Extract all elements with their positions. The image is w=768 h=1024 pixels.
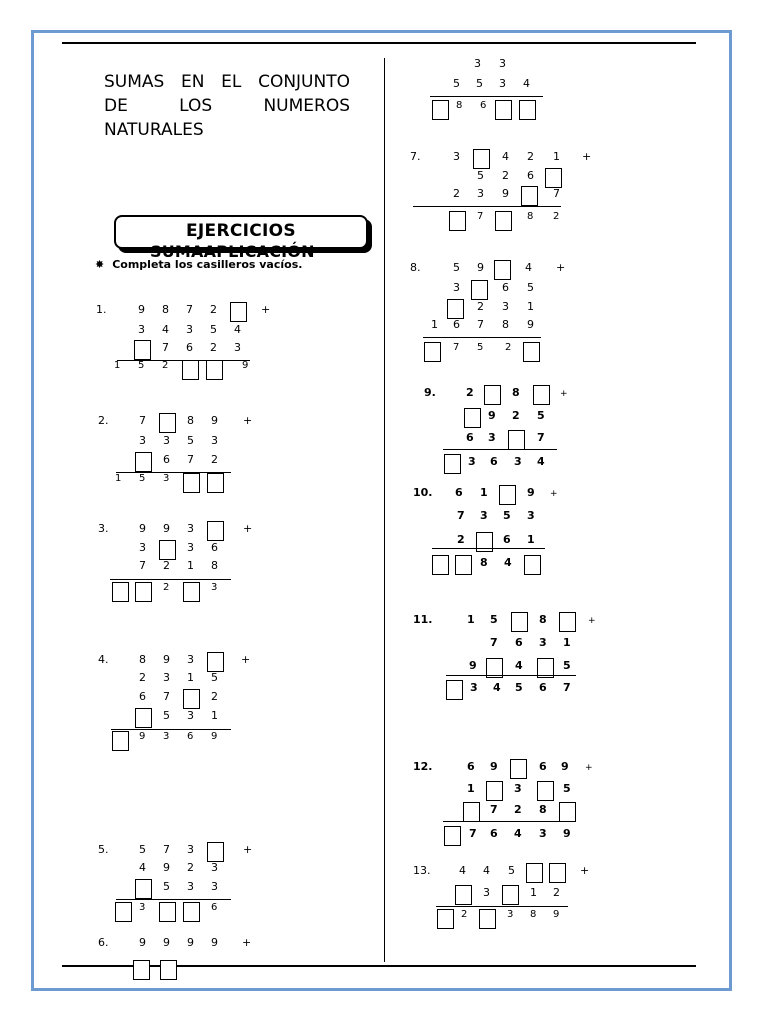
digit: 7	[186, 303, 193, 316]
answer-box[interactable]	[230, 302, 247, 322]
answer-box[interactable]	[508, 430, 525, 450]
digit: 2	[210, 341, 217, 354]
exercise-number: 3.	[98, 522, 109, 535]
digit: 5	[563, 782, 571, 795]
digit: 8	[139, 653, 146, 666]
digit: 2	[512, 409, 520, 422]
digit: 7	[469, 827, 477, 840]
digit: 6	[455, 486, 463, 499]
exercise-number: 11.	[413, 613, 433, 626]
digit: 2	[457, 533, 465, 546]
digit: 8	[539, 613, 547, 626]
digit: 3	[187, 541, 194, 554]
digit: 1	[563, 636, 571, 649]
digit: 4	[162, 323, 169, 336]
digit: 8	[456, 100, 463, 111]
digit: 9	[139, 731, 146, 742]
digit: 8	[530, 909, 537, 920]
digit: 6	[467, 760, 475, 773]
digit: 5	[163, 709, 170, 722]
digit: 1	[431, 318, 438, 331]
digit: 3	[163, 731, 170, 742]
sum-line	[436, 906, 568, 907]
digit: 3	[468, 455, 476, 468]
answer-box[interactable]	[479, 909, 496, 929]
answer-box[interactable]	[526, 863, 543, 883]
plus-sign: +	[243, 843, 253, 856]
digit: 4	[525, 261, 532, 274]
digit: 3	[488, 431, 496, 444]
exercise-number: 9.	[424, 386, 436, 399]
digit: 7	[477, 318, 484, 331]
answer-box[interactable]	[135, 582, 152, 602]
digit: 5	[453, 261, 460, 274]
answer-box[interactable]	[499, 485, 516, 505]
digit: 6	[211, 902, 218, 913]
digit: 5	[139, 473, 146, 484]
digit: 1	[467, 782, 475, 795]
digit: 6	[211, 541, 218, 554]
answer-box[interactable]	[133, 960, 150, 980]
digit: 9	[488, 409, 496, 422]
exercise-number: 13.	[413, 864, 431, 877]
digit: 6	[527, 169, 534, 182]
digit: 5	[139, 843, 146, 856]
answer-box[interactable]	[112, 731, 129, 751]
digit: 3	[139, 434, 146, 447]
digit: 4	[502, 150, 509, 163]
sum-line	[432, 548, 545, 549]
digit: 5	[187, 434, 194, 447]
digit: 3	[499, 57, 506, 70]
digit: 3	[483, 886, 490, 899]
digit: 9	[502, 187, 509, 200]
digit: 7	[490, 636, 498, 649]
page-title	[104, 70, 350, 142]
digit: 4	[514, 827, 522, 840]
digit: 7	[139, 414, 146, 427]
plus-sign: +	[242, 936, 252, 949]
digit: 8	[211, 559, 218, 572]
digit: 6	[187, 731, 194, 742]
column-divider	[384, 58, 385, 962]
digit: 3	[187, 653, 194, 666]
digit: 4	[493, 681, 501, 694]
answer-box[interactable]	[432, 100, 449, 120]
digit: 6	[515, 636, 523, 649]
digit: 9	[139, 936, 146, 949]
answer-box[interactable]	[135, 708, 152, 728]
answer-box[interactable]	[471, 280, 488, 300]
answer-box[interactable]	[463, 802, 480, 822]
digit: 5	[563, 659, 571, 672]
plus-sign: +	[585, 763, 593, 773]
answer-box[interactable]	[115, 902, 132, 922]
digit: 6	[539, 681, 547, 694]
digit: 3	[507, 909, 514, 920]
digit: 7	[453, 342, 460, 353]
digit: 3	[187, 843, 194, 856]
digit: 3	[474, 57, 481, 70]
exercise-number: 10.	[413, 486, 433, 499]
digit: 4	[504, 556, 512, 569]
digit: 2	[461, 909, 468, 920]
digit: 5	[515, 681, 523, 694]
answer-box[interactable]	[112, 582, 129, 602]
digit: 7	[490, 803, 498, 816]
plus-sign: +	[243, 522, 253, 535]
digit: 5	[477, 169, 484, 182]
answer-box[interactable]	[455, 555, 472, 575]
digit: 2	[187, 861, 194, 874]
digit: 8	[187, 414, 194, 427]
answer-box[interactable]	[207, 652, 224, 672]
sum-line	[413, 206, 561, 207]
digit: 9	[563, 827, 571, 840]
answer-box[interactable]	[510, 759, 527, 779]
instruction	[95, 258, 302, 271]
digit: 6	[186, 341, 193, 354]
digit: 5	[477, 342, 484, 353]
digit: 4	[139, 861, 146, 874]
digit: 1	[187, 671, 194, 684]
digit: 2	[211, 690, 218, 703]
digit: 4	[234, 323, 241, 336]
digit: 7	[563, 681, 571, 694]
digit: 9	[527, 486, 535, 499]
exercise-number: 6.	[98, 936, 109, 949]
digit: 1	[527, 300, 534, 313]
digit: 1	[530, 886, 537, 899]
digit: 8	[480, 556, 488, 569]
sum-line	[423, 337, 541, 338]
digit: 3	[470, 681, 478, 694]
answer-box[interactable]	[207, 521, 224, 541]
answer-box[interactable]	[159, 902, 176, 922]
digit: 9	[469, 659, 477, 672]
answer-box[interactable]	[444, 454, 461, 474]
plus-sign: +	[550, 489, 558, 499]
digit: 6	[453, 318, 460, 331]
answer-box[interactable]	[511, 612, 528, 632]
digit: 6	[163, 453, 170, 466]
digit: 7	[162, 341, 169, 354]
digit: 2	[466, 386, 474, 399]
answer-box[interactable]	[182, 360, 199, 380]
digit: 9	[211, 731, 218, 742]
digit: 9	[187, 936, 194, 949]
digit: 9	[163, 861, 170, 874]
digit: 6	[490, 455, 498, 468]
digit: 3	[480, 509, 488, 522]
answer-box[interactable]	[537, 781, 554, 801]
digit: 6	[480, 100, 487, 111]
digit: 3	[138, 323, 145, 336]
digit: 9	[211, 414, 218, 427]
digit: 4	[523, 77, 530, 90]
answer-box[interactable]	[559, 802, 576, 822]
top-rule	[62, 42, 696, 44]
answer-box[interactable]	[183, 582, 200, 602]
digit: 3	[187, 709, 194, 722]
answer-box[interactable]	[159, 540, 176, 560]
digit: 4	[515, 659, 523, 672]
digit: 4	[483, 864, 490, 877]
answer-box[interactable]	[484, 385, 501, 405]
digit: 3	[453, 150, 460, 163]
digit: 8	[539, 803, 547, 816]
digit: 1	[211, 709, 218, 722]
digit: 2	[162, 360, 169, 371]
digit: 5	[138, 360, 145, 371]
digit: 8	[527, 211, 534, 222]
digit: 7	[477, 211, 484, 222]
digit: 5	[211, 671, 218, 684]
digit: 5	[503, 509, 511, 522]
answer-box[interactable]	[437, 909, 454, 929]
digit: 9	[527, 318, 534, 331]
digit: 2	[553, 211, 560, 222]
answer-box[interactable]	[473, 149, 490, 169]
plus-sign: +	[560, 389, 568, 399]
answer-box[interactable]	[464, 408, 481, 428]
digit: 6	[502, 281, 509, 294]
answer-box[interactable]	[502, 885, 519, 905]
answer-box[interactable]	[183, 473, 200, 493]
answer-box[interactable]	[206, 360, 223, 380]
digit: 1	[553, 150, 560, 163]
answer-box[interactable]	[559, 612, 576, 632]
digit: 2	[505, 342, 512, 353]
digit: 1	[467, 613, 475, 626]
digit: 5	[527, 281, 534, 294]
asterisk-icon: ✸	[95, 258, 105, 271]
digit: 9	[553, 909, 560, 920]
exercise-number: 12.	[413, 760, 433, 773]
digit: 2	[139, 671, 146, 684]
digit: 9	[490, 760, 498, 773]
digit: 8	[502, 318, 509, 331]
digit: 9	[138, 303, 145, 316]
digit: 3	[514, 782, 522, 795]
answer-box[interactable]	[207, 473, 224, 493]
digit: 7	[163, 690, 170, 703]
digit: 3	[502, 300, 509, 313]
answer-box[interactable]	[495, 100, 512, 120]
digit: 3	[453, 281, 460, 294]
digit: 9	[242, 360, 249, 371]
digit: 2	[553, 886, 560, 899]
answer-box[interactable]	[494, 260, 511, 280]
digit: 5	[163, 880, 170, 893]
exercise-number: 7.	[410, 150, 421, 163]
digit: 2	[502, 169, 509, 182]
digit: 3	[139, 902, 146, 913]
digit: 3	[539, 636, 547, 649]
digit: 6	[539, 760, 547, 773]
digit: 2	[453, 187, 460, 200]
digit: 7	[187, 453, 194, 466]
title-line-1: SUMAS EN EL CONJUNTO	[104, 72, 350, 92]
digit: 3	[163, 671, 170, 684]
digit: 6	[466, 431, 474, 444]
answer-box[interactable]	[455, 885, 472, 905]
sum-line	[110, 579, 231, 580]
digit: 1	[527, 533, 535, 546]
digit: 9	[163, 936, 170, 949]
answer-box[interactable]	[523, 342, 540, 362]
digit: 3	[477, 187, 484, 200]
answer-box[interactable]	[183, 689, 200, 709]
digit: 8	[162, 303, 169, 316]
plus-sign: +	[261, 303, 271, 316]
digit: 3	[187, 880, 194, 893]
digit: 8	[512, 386, 520, 399]
digit: 3	[187, 522, 194, 535]
answer-box[interactable]	[545, 168, 562, 188]
bottom-rule	[62, 965, 696, 967]
title-line-2: DE LOS NUMEROS	[104, 96, 350, 116]
answer-box[interactable]	[424, 342, 441, 362]
digit: 6	[490, 827, 498, 840]
answer-box[interactable]	[160, 960, 177, 980]
answer-box[interactable]	[521, 186, 538, 206]
answer-box[interactable]	[524, 555, 541, 575]
digit: 5	[537, 409, 545, 422]
badge-title: EJERCICIOS	[186, 221, 296, 241]
answer-box[interactable]	[533, 385, 550, 405]
digit: 9	[139, 522, 146, 535]
sum-line	[116, 899, 231, 900]
instruction-text: Completa los casilleros vacíos.	[112, 258, 303, 271]
digit: 1	[115, 473, 122, 484]
answer-box[interactable]	[135, 452, 152, 472]
digit: 9	[163, 522, 170, 535]
answer-box[interactable]	[495, 211, 512, 231]
plus-sign: +	[582, 150, 592, 163]
digit: 5	[490, 613, 498, 626]
exercise-number: 2.	[98, 414, 109, 427]
digit: 3	[211, 880, 218, 893]
sum-line	[446, 675, 576, 676]
answer-box[interactable]	[432, 555, 449, 575]
exercise-number: 4.	[98, 653, 109, 666]
exercise-number: 1.	[96, 303, 107, 316]
exercise-number: 5.	[98, 843, 109, 856]
digit: 1	[480, 486, 488, 499]
digit: 3	[211, 861, 218, 874]
sum-line	[443, 449, 557, 450]
answer-box[interactable]	[207, 842, 224, 862]
sum-line	[430, 96, 543, 97]
plus-sign: +	[588, 616, 596, 626]
badge-subtitle: SUMAAPLICACIÓN	[150, 242, 315, 261]
plus-sign: +	[556, 261, 566, 274]
digit: 5	[508, 864, 515, 877]
plus-sign: +	[241, 653, 251, 666]
sum-line	[443, 821, 576, 822]
answer-box[interactable]	[486, 781, 503, 801]
digit: 6	[503, 533, 511, 546]
answer-box[interactable]	[449, 211, 466, 231]
digit: 2	[211, 453, 218, 466]
digit: 9	[211, 936, 218, 949]
digit: 3	[499, 77, 506, 90]
digit: 3	[186, 323, 193, 336]
digit: 4	[459, 864, 466, 877]
digit: 3	[211, 582, 218, 593]
digit: 7	[163, 843, 170, 856]
title-line-3: NATURALES	[104, 120, 204, 140]
digit: 1	[114, 360, 121, 371]
answer-box[interactable]	[519, 100, 536, 120]
answer-box[interactable]	[135, 879, 152, 899]
digit: 7	[457, 509, 465, 522]
digit: 3	[527, 509, 535, 522]
digit: 7	[139, 559, 146, 572]
page-border	[31, 30, 732, 991]
digit: 5	[210, 323, 217, 336]
digit: 5	[476, 77, 483, 90]
answer-box[interactable]	[134, 340, 151, 360]
answer-box[interactable]	[549, 863, 566, 883]
digit: 2	[514, 803, 522, 816]
digit: 3	[539, 827, 547, 840]
digit: 3	[514, 455, 522, 468]
digit: 9	[477, 261, 484, 274]
answer-box[interactable]	[447, 299, 464, 319]
plus-sign: +	[243, 414, 253, 427]
digit: 3	[163, 434, 170, 447]
digit: 3	[211, 434, 218, 447]
digit: 7	[537, 431, 545, 444]
digit: 2	[163, 582, 170, 593]
digit: 3	[139, 541, 146, 554]
answer-box[interactable]	[444, 826, 461, 846]
digit: 2	[210, 303, 217, 316]
answer-box[interactable]	[159, 413, 176, 433]
digit: 7	[553, 187, 560, 200]
digit: 4	[537, 455, 545, 468]
answer-box[interactable]	[446, 680, 463, 700]
digit: 6	[139, 690, 146, 703]
digit: 3	[163, 473, 170, 484]
answer-box[interactable]	[183, 902, 200, 922]
digit: 9	[561, 760, 569, 773]
exercise-number: 8.	[410, 261, 421, 274]
digit: 5	[453, 77, 460, 90]
digit: 9	[163, 653, 170, 666]
plus-sign: +	[580, 864, 590, 877]
digit: 2	[527, 150, 534, 163]
digit: 2	[163, 559, 170, 572]
digit: 3	[234, 341, 241, 354]
digit: 1	[187, 559, 194, 572]
digit: 2	[477, 300, 484, 313]
